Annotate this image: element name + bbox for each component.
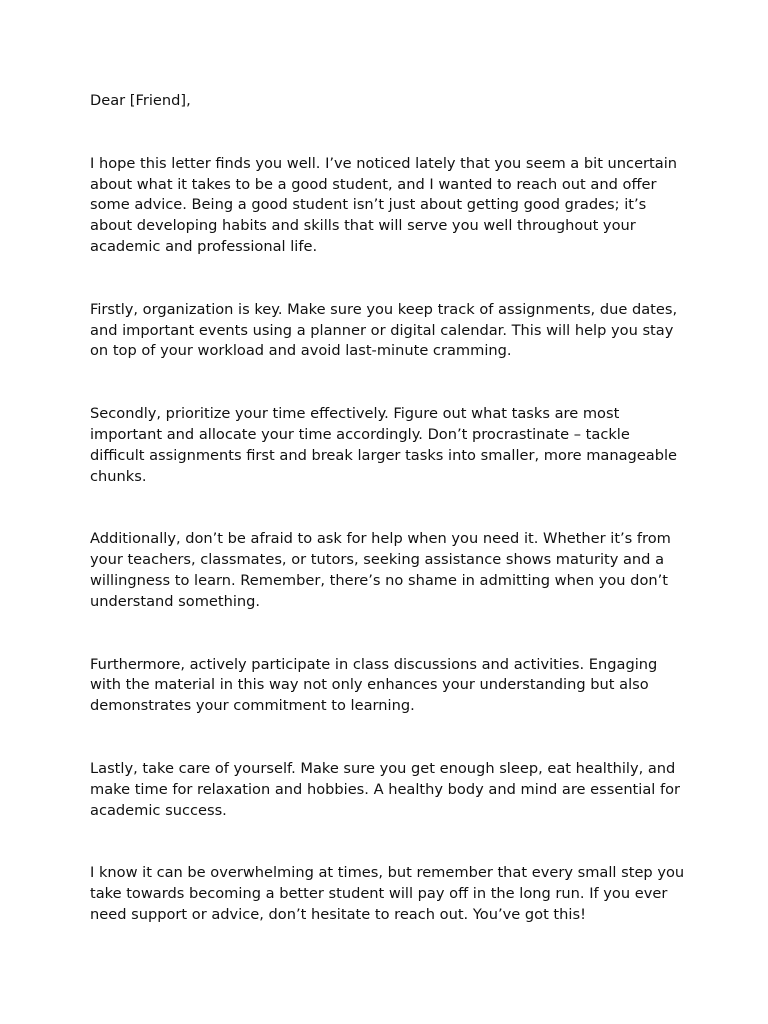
letter-paragraph-ask-for-help: Additionally, don’t be afraid to ask for help when you need it. Whether it’s from your teachers, classmates, or tutors, seeking assistance shows maturity and a willingness to learn. Remember, there’s no shame in admitting when you don’t understand something. [90, 530, 671, 610]
letter-paragraph-organization: Firstly, organization is key. Make sure you keep track of assignments, due dates, and important events using a planner or digital calendar. This will help you stay on top of your workload and avoid last-minute cramming. [90, 300, 678, 360]
letter-paragraph-participate: Furthermore, actively participate in class discussions and activities. Engaging with the material in this way not only enhances your understanding but also demonstrates your commitment to learning. [90, 655, 658, 715]
letter-paragraph-closing: I know it can be overwhelming at times, but remember that every small step you take towards becoming a better student will pay off in the long run. If you ever need support or advice, don’t hesitate to reach out. You’ve got this! [90, 864, 685, 923]
letter-paragraph-self-care: Lastly, take care of yourself. Make sure you get enough sleep, eat healthily, and make time for relaxation and hobbies. A healthy body and mind are essential for academic success. [90, 759, 681, 819]
letter-greeting: Dear [Friend], [90, 92, 191, 109]
letter-body [90, 91, 686, 968]
letter-paragraph-prioritize: Secondly, prioritize your time effectively. Figure out what tasks are most important and allocate your time accordingly. Don’t procrastinate – tackle difficult assignments first and break larger tasks into smaller, more manageable chunks. [90, 405, 678, 485]
letter-paragraph-intro: I hope this letter finds you well. I’ve noticed lately that you seem a bit uncertain about what it takes to be a good student, and I wanted to reach out and offer some advice. Being a good student isn’t just about getting good grades; it’s about developing habits and skills that will serve you well throughout your academic and professional life. [90, 154, 678, 255]
